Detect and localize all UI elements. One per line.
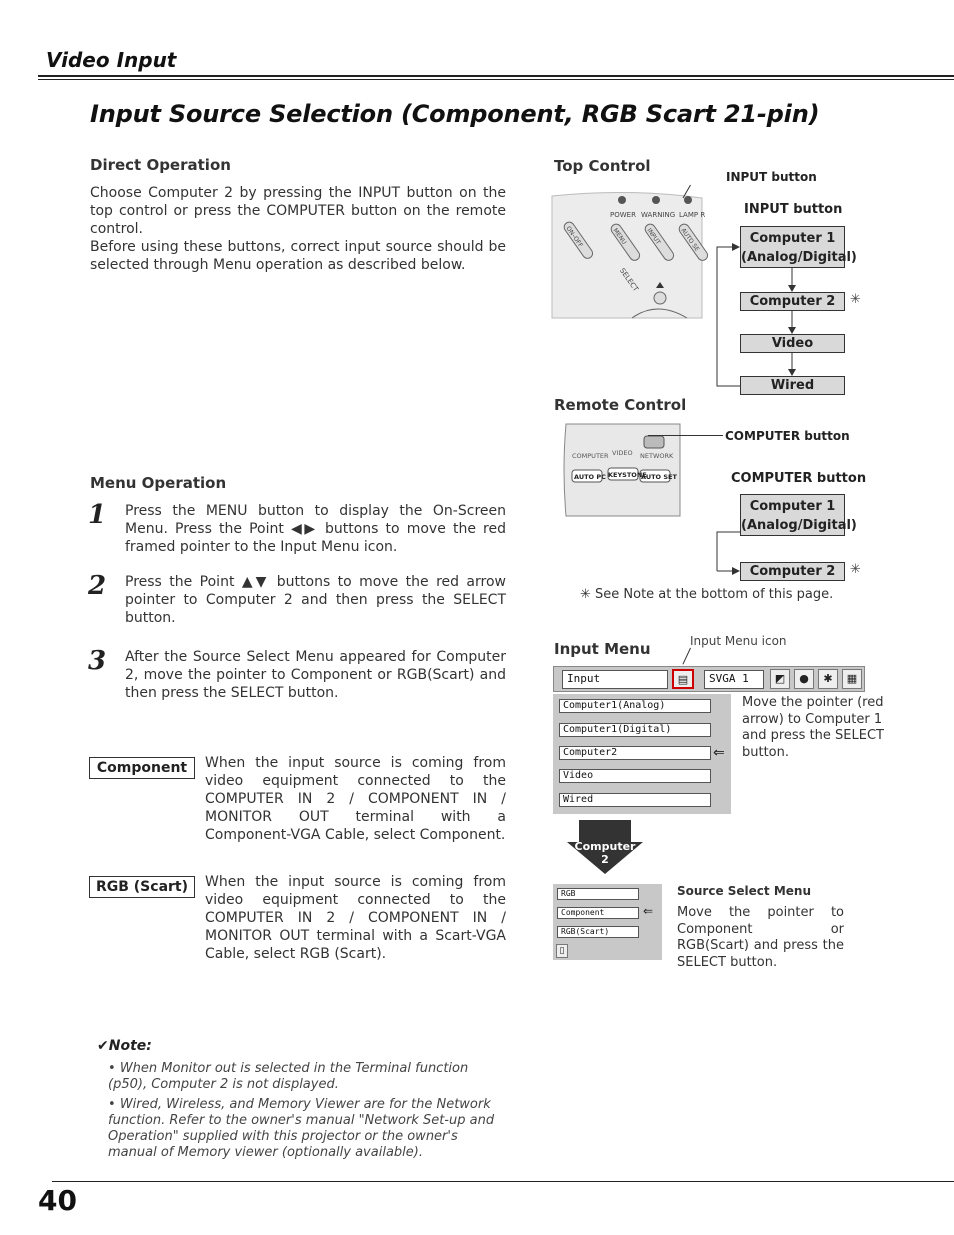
power-text: POWER (610, 211, 636, 219)
input-menu-description: Move the pointer (red arrow) to Computer 1 and press the SELECT button. (742, 695, 884, 760)
note-item-2-text: Wired, Wireless, and Memory Viewer are for the Network function. Refer to the owner's manual "Network Set-up and Operation" supplied with this projector or the owner's manual of Memory viewer (optionally available). (108, 1097, 495, 1160)
step-number-1: 1 (88, 500, 107, 530)
info-icon[interactable]: ▦ (842, 669, 862, 689)
check-icon: ✔ (97, 1038, 109, 1054)
input-mode-field: SVGA 1 (704, 670, 764, 689)
note-item-2: • Wired, Wireless, and Memory Viewer are for the Network function. Refer to the owner's manual "Network Set-up and Operation" supplied with this projector or the owner's manual of Memory viewer (optionally available). (108, 1097, 495, 1160)
flow-video-box: Video (740, 334, 845, 353)
source-menu-description: Move the pointer to Component or RGB(Scart) and press the SELECT button. (677, 905, 844, 970)
remote-video-text: VIDEO (612, 449, 633, 457)
step-text-2: Press the Point ▲▼ buttons to move the red arrow pointer to Computer 2 and then press the SELECT button. (125, 574, 506, 626)
down-arrow-label-2: 2 (601, 853, 609, 866)
step-text-3: After the Source Select Menu appeared for Computer 2, move the pointer to Component or RGB(Scart) and then press the SELECT button. (125, 649, 506, 701)
rgb-scart-label: RGB (Scart) (89, 876, 195, 898)
flow-computer1-sub: (Analog/Digital) (741, 250, 857, 265)
warning-led (652, 196, 660, 204)
menu-operation-heading: Menu Operation (90, 474, 227, 492)
menu-icon-callout-line (682, 648, 691, 665)
remote-flow-asterisk: ✳ (850, 562, 861, 577)
flow-asterisk: ✳ (850, 292, 861, 307)
lamp-text: LAMP R (679, 211, 706, 219)
menu-item-wired[interactable]: Wired (559, 793, 711, 807)
step-number-3: 3 (88, 646, 107, 676)
rgb-scart-description: When the input source is coming from video equipment connected to the COMPUTER IN 2 / COMPONENT IN / MONITOR OUT terminal with a Scart-VGA Cable, select RGB (Scart). (205, 874, 506, 962)
user-icon[interactable]: ● (794, 669, 814, 689)
lamp-led (684, 196, 692, 204)
header-rule-thin (38, 79, 954, 80)
remote-network-text: NETWORK (640, 452, 674, 460)
direct-operation-p1: Choose Computer 2 by pressing the INPUT button on the top control or press the COMPUTER button on the remote control. (90, 185, 506, 237)
header-rule (38, 75, 954, 77)
menu-item-video[interactable]: Video (559, 769, 711, 783)
computer-key[interactable] (644, 436, 664, 448)
remote-flow-computer2-box: Computer 2 (740, 562, 845, 581)
input-flow-title: INPUT button (744, 202, 843, 217)
top-control-panel-svg (552, 180, 706, 318)
display-icon[interactable]: ◩ (770, 669, 790, 689)
direct-operation-text (90, 184, 506, 274)
power-led (618, 196, 626, 204)
remote-computer-text: COMPUTER (572, 452, 609, 460)
flow-wired-box: Wired (740, 376, 845, 395)
top-control-illustration (552, 180, 706, 318)
source-item-component[interactable]: Component (557, 907, 639, 919)
source-item-rgb-scart[interactable]: RGB(Scart) (557, 926, 639, 938)
remote-flow-computer1-sub: (Analog/Digital) (741, 518, 857, 533)
source-menu-title: Source Select Menu (677, 884, 812, 898)
down-arrow-label (572, 840, 638, 866)
remote-flow-computer1-label: Computer 1 (749, 499, 836, 514)
computer-callout-line (648, 435, 723, 436)
menu-item-computer1-analog[interactable]: Computer1(Analog) (559, 699, 711, 713)
section-title: Video Input (46, 48, 177, 72)
red-arrow-pointer-icon: ⇐ (713, 745, 725, 761)
settings-icon[interactable]: ✱ (818, 669, 838, 689)
source-item-rgb[interactable]: RGB (557, 888, 639, 900)
remote-control-heading: Remote Control (554, 396, 687, 414)
top-control-heading: Top Control (554, 157, 651, 175)
component-description: When the input source is coming from video equipment connected to the COMPUTER IN 2 / COMPONENT IN / MONITOR OUT terminal with a Component-VGA Cable, select Component. (205, 755, 506, 843)
auto-text: AUTO SE (679, 227, 701, 253)
menu-item-computer1-digital[interactable]: Computer1(Digital) (559, 723, 711, 737)
component-label: Component (89, 757, 195, 779)
note-item-1: • When Monitor out is selected in the Terminal function (p50), Computer 2 is not displayed. (108, 1061, 469, 1092)
select-text: SELECT (618, 266, 640, 293)
input-text: INPUT (645, 227, 662, 246)
step-number-2: 2 (88, 571, 107, 601)
remote-control-illustration (562, 424, 684, 516)
source-back-icon[interactable]: ▯ (556, 944, 568, 958)
remote-autopc-text: AUTO PC (574, 473, 606, 481)
step-text-1: Press the MENU button to display the On-Screen Menu. Press the Point ◀▶ buttons to move the red framed pointer to the Input Menu icon. (125, 503, 506, 555)
page-title: Input Source Selection (Component, RGB Scart 21-pin) (90, 100, 820, 128)
page-number: 40 (38, 1184, 77, 1217)
remote-keystone-text: KEYSTONE (608, 471, 647, 479)
input-menu-heading: Input Menu (554, 640, 651, 658)
menu-text: MENU (611, 227, 628, 246)
footer-rule (52, 1181, 954, 1182)
flow-computer2-box: Computer 2 (740, 292, 845, 311)
remote-autoset-text: AUTO SET (641, 473, 677, 481)
down-arrow-label-1: Computer (574, 840, 636, 853)
warning-text: WARNING (641, 211, 676, 219)
note-heading (97, 1038, 152, 1054)
computer-button-callout: COMPUTER button (725, 429, 850, 443)
source-pointer-icon: ⇐ (643, 904, 654, 918)
input-menu-icon[interactable]: ▤ (672, 669, 694, 689)
input-button-callout: INPUT button (726, 170, 817, 184)
note-title: Note: (108, 1038, 152, 1054)
direct-operation-p2: Before using these buttons, correct input source should be selected through Menu operation as described below. (90, 239, 506, 273)
computer-flow-title: COMPUTER button (731, 471, 867, 486)
menu-item-computer2[interactable]: Computer2 (559, 746, 711, 760)
input-flow-arrows (710, 240, 810, 390)
remote-flow-arrows (710, 530, 810, 575)
select-key[interactable] (654, 292, 666, 304)
direct-operation-heading: Direct Operation (90, 156, 231, 174)
input-menu-icon-label: Input Menu icon (690, 634, 787, 648)
input-menu-field: Input (562, 670, 668, 689)
note-item-1-text: When Monitor out is selected in the Terminal function (p50), Computer 2 is not displayed. (108, 1061, 469, 1092)
flow-computer1-label: Computer 1 (749, 231, 836, 246)
on-off-text: ON–OFF (564, 225, 584, 249)
see-note-text: ✳ See Note at the bottom of this page. (580, 587, 834, 602)
